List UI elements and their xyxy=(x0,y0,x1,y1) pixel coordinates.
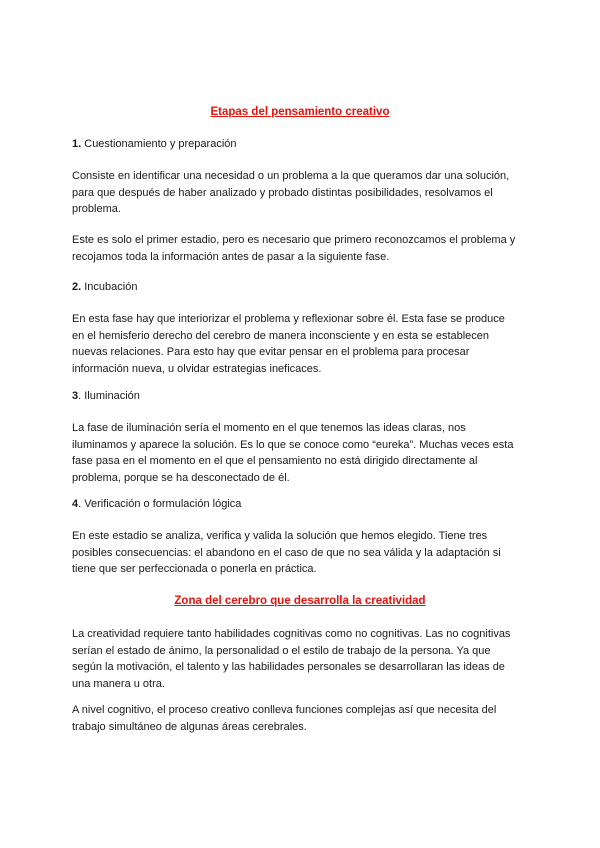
section-2-heading xyxy=(72,280,532,295)
section-4-heading xyxy=(72,497,532,512)
section-2-title: Incubación xyxy=(81,281,138,293)
section-1-number: 1. xyxy=(72,138,82,150)
section-1-paragraph-1: Consiste en identificar una necesidad o un problema a la que queramos dar una solución, para que después de haber analizado y probado distintas posibilidades, resolvamos el problema. xyxy=(72,170,510,216)
section-2-paragraph-1: En esta fase hay que interiorizar el problema y reflexionar sobre él. Esta fase se produce en el hemisferio derecho del cerebro de manera inconsciente y en esta se establecen nuevas relaciones. Para esto hay que evitar pensar en el problema para procesar información nueva, u olvidar estrategias ineficaces. xyxy=(72,313,505,376)
section-1-title: Cuestionamiento y preparación xyxy=(81,138,237,150)
section-2-number: 2. xyxy=(72,281,82,293)
closing-paragraph-2: A nivel cognitivo, el proceso creativo conlleva funciones complejas así que necesita del trabajo simultáneo de algunas áreas cerebrales. xyxy=(72,704,497,733)
section-1-paragraph-2: Este es solo el primer estadio, pero es necesario que primero reconozcamos el problema y recojamos toda la información antes de pasar a la siguiente fase. xyxy=(72,234,516,263)
section-4-title: . Verificación o formulación lógica xyxy=(78,498,242,510)
section-4-paragraph-1: En este estadio se analiza, verifica y valida la solución que hemos elegido. Tiene tres posibles consecuencias: el abandono en el caso de que no sea válida y la adaptación si tiene que ser perfeccionada o ponerla en práctica. xyxy=(72,530,501,576)
section-4-number: 4 xyxy=(72,498,79,510)
section-3-heading xyxy=(72,389,532,404)
section-3-title: . Iluminación xyxy=(78,390,140,402)
section-3-paragraph-1: La fase de iluminación sería el momento en el que tenemos las ideas claras, nos iluminamos y aparece la solución. Es lo que se conoce como “eureka”. Muchas veces esta fase pasa en el momento en el que el pensamiento no está dirigido directamente al problema, porque se ha desconectado de él. xyxy=(72,422,514,485)
section-3-number: 3 xyxy=(72,390,79,402)
title-zona-cerebro: Zona del cerebro que desarrolla la creatividad xyxy=(174,595,426,607)
title-etapas: Etapas del pensamiento creativo xyxy=(210,106,390,118)
closing-paragraph-1: La creatividad requiere tanto habilidades cognitivas como no cognitivas. Las no cognitivas serían el estado de ánimo, la personalidad o el estilo de trabajo de la persona. Ya que según la motivación, el talento y las habilidades personales se desarrollaran las ideas de una manera u otra. xyxy=(72,628,511,691)
section-1-heading xyxy=(72,137,532,152)
